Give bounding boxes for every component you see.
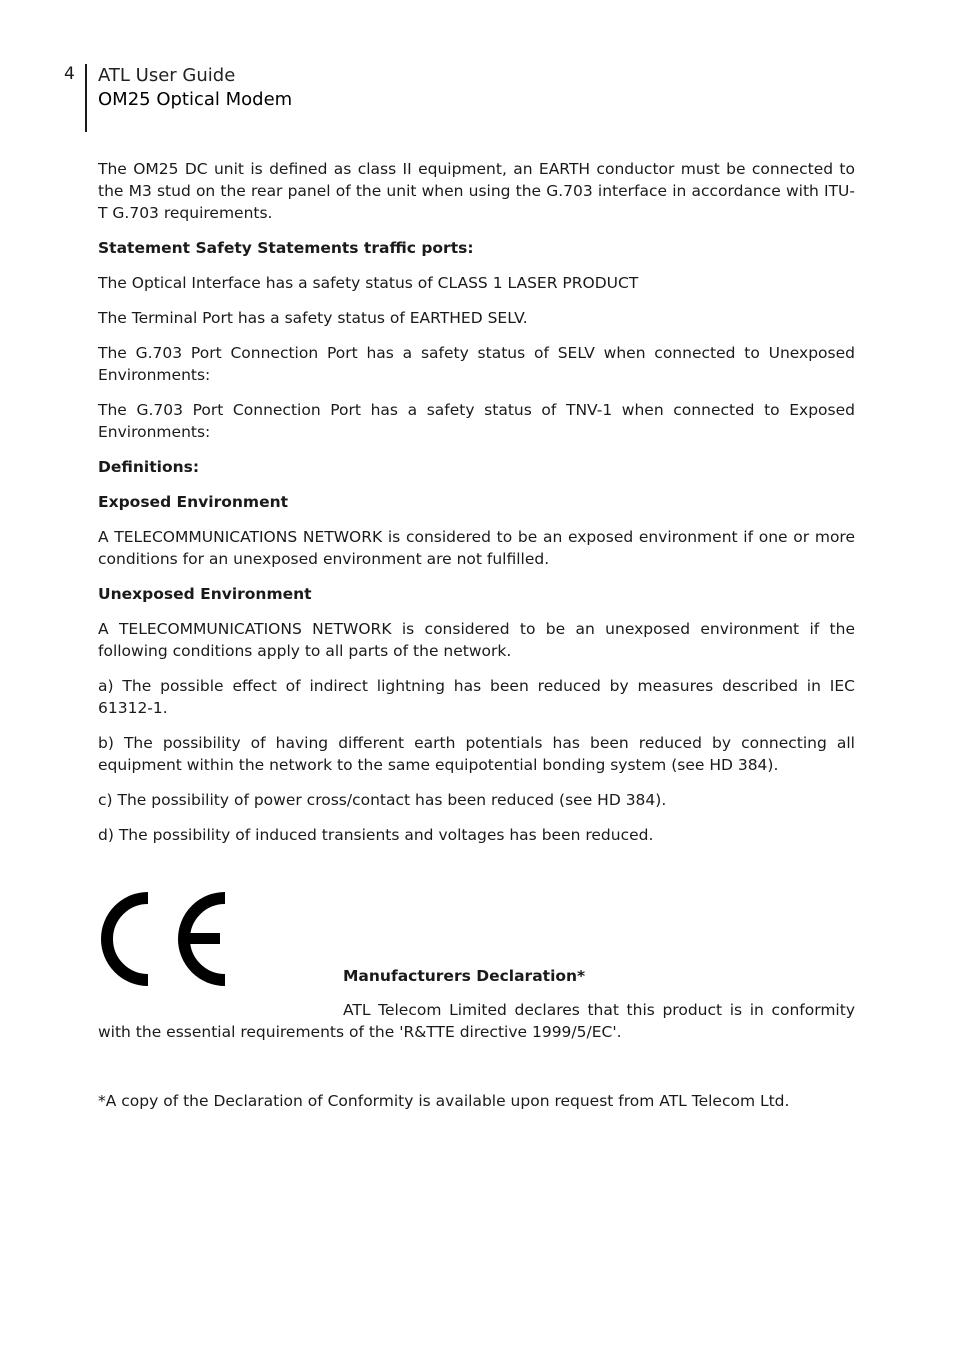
intro-paragraph: The OM25 DC unit is defined as class II equipment, an EARTH conductor must be connected to the M3 stud on the rear panel of the unit when using the G.703 interface in accordance with ITU-T G.703 requirements. xyxy=(98,160,855,222)
definitions-heading: Definitions: xyxy=(98,458,200,476)
exposed-definition: A TELECOMMUNICATIONS NETWORK is considered to be an exposed environment if one or more conditions for an unexposed environment are not fulfilled. xyxy=(98,528,855,568)
terminal-status: The Terminal Port has a safety status of EARTHED SELV. xyxy=(98,309,528,327)
condition-c: c) The possibility of power cross/contact has been reduced (see HD 384). xyxy=(98,791,667,809)
condition-d: d) The possibility of induced transients and voltages has been reduced. xyxy=(98,826,654,844)
condition-b: b) The possibility of having different earth potentials has been reduced by connecting all equipment within the network to the same equipotential bonding system (see HD 384). xyxy=(98,734,855,774)
guide-title: ATL User Guide xyxy=(98,65,236,86)
g703-tnv-status: The G.703 Port Connection Port has a safety status of TNV-1 when connected to Exposed Environments: xyxy=(98,401,855,441)
optical-status: The Optical Interface has a safety status of CLASS 1 LASER PRODUCT xyxy=(98,274,639,292)
declaration-text: ATL Telecom Limited declares that this product is in conformity with the essential requirements of the 'R&TTE directive 1999/5/EC'. xyxy=(98,1001,855,1041)
condition-a: a) The possible effect of indirect lightning has been reduced by measures described in IEC 61312-1. xyxy=(98,677,855,717)
header-divider xyxy=(85,64,87,132)
document-body xyxy=(98,158,855,859)
unexposed-heading: Unexposed Environment xyxy=(98,585,312,603)
declaration-heading: Manufacturers Declaration* xyxy=(343,967,586,985)
footnote: *A copy of the Declaration of Conformity is available upon request from ATL Telecom Ltd. xyxy=(98,1092,790,1110)
unexposed-definition: A TELECOMMUNICATIONS NETWORK is considered to be an unexposed environment if the following conditions apply to all parts of the network. xyxy=(98,620,855,660)
product-title: OM25 Optical Modem xyxy=(98,89,293,110)
exposed-heading: Exposed Environment xyxy=(98,493,289,511)
g703-selv-status: The G.703 Port Connection Port has a safety status of SELV when connected to Unexposed Environments: xyxy=(98,344,855,384)
page-header xyxy=(98,64,292,112)
safety-heading: Statement Safety Statements traffic ports: xyxy=(98,239,474,257)
page-number: 4 xyxy=(64,64,75,84)
ce-mark-icon xyxy=(98,892,228,986)
